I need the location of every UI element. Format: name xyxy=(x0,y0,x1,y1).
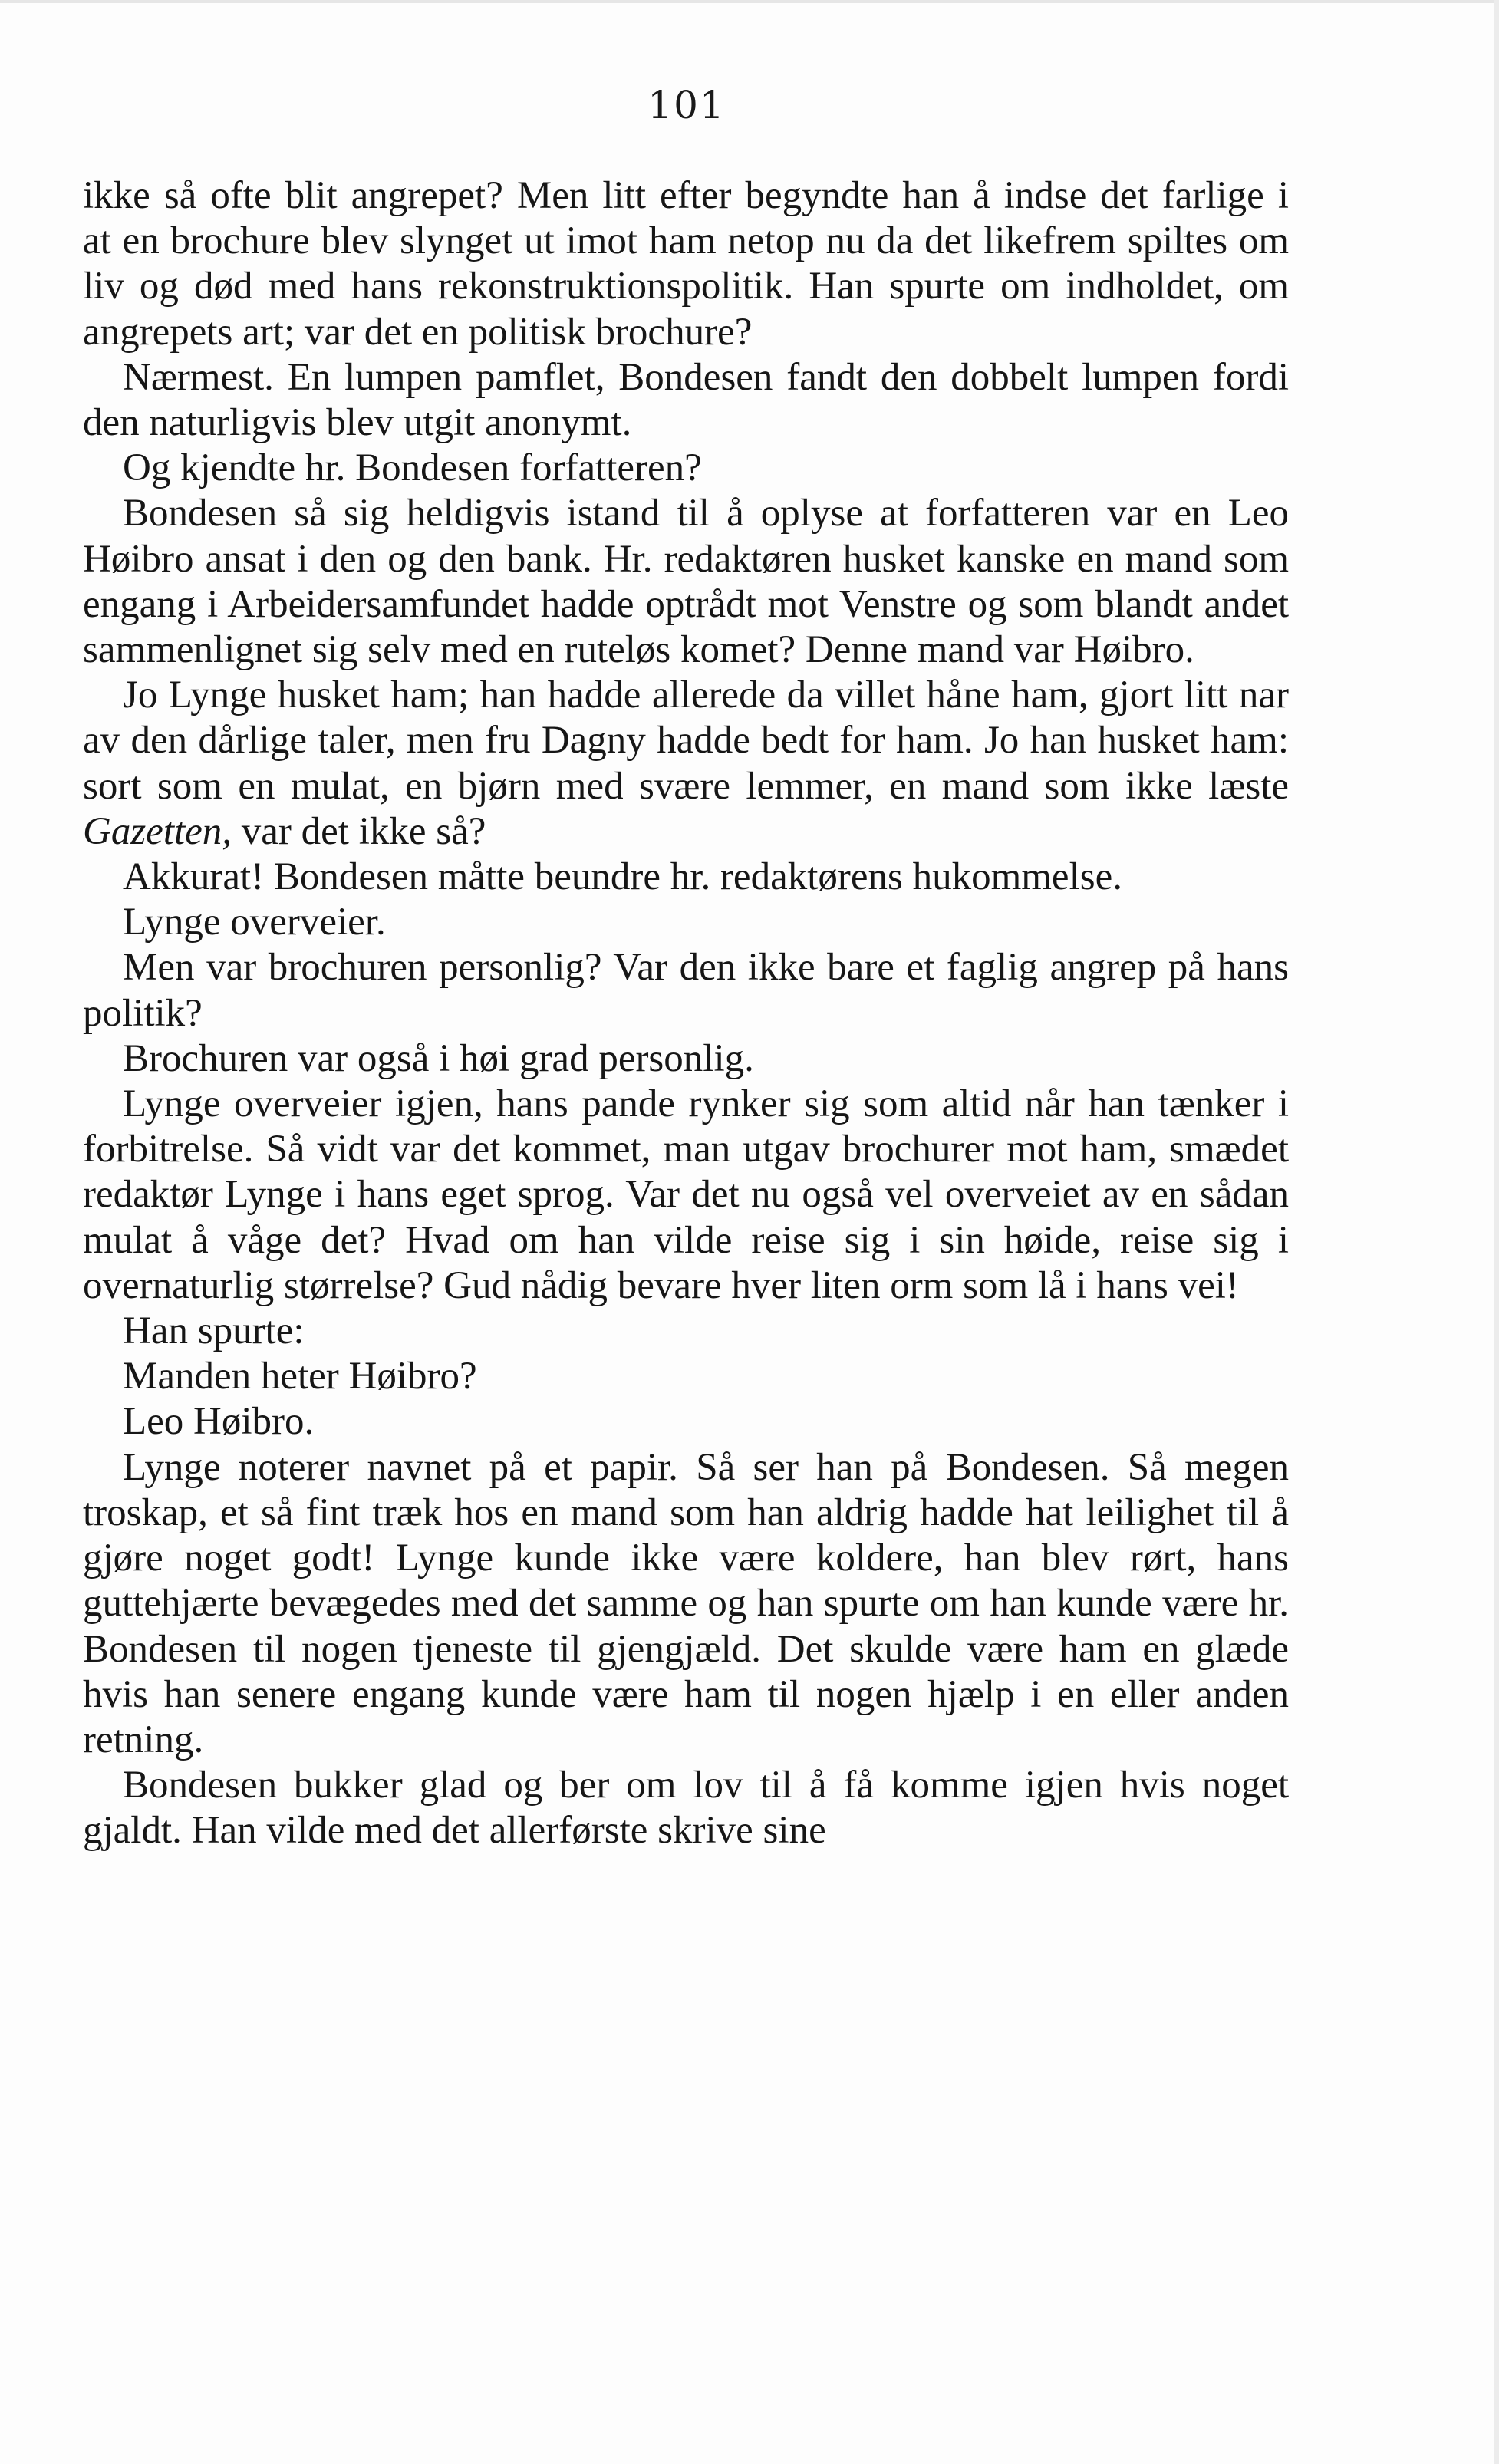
paragraph-11: Han spurte: xyxy=(123,1309,305,1353)
page-top-edge xyxy=(0,0,1499,3)
paragraph-10: Lynge overveier igjen, hans pande rynker sig som altid når han tænker i forbitrelse. Så vidt var det kommet, man utgav brochurer mot ham, smædet redaktør Lynge i hans eget sprog. Var det nu også vel overveiet av en sådan mulat å våge det? Hvad om han vilde reise sig i sin høide, reise sig i overnaturlig størrelse? Gud nådig bevare hver liten orm som lå i hans vei! xyxy=(83,1082,1289,1307)
paragraph-2: Nærmest. En lumpen pamflet, Bondesen fandt den dobbelt lumpen fordi den naturligvis blev utgit anonymt. xyxy=(83,355,1289,445)
paragraph-5-text-after: var det ikke så? xyxy=(232,809,486,853)
paragraph-14: Lynge noterer navnet på et papir. Så ser han på Bondesen. Så megen troskap, et så fint træk hos en mand som han aldrig hadde hat leilighet til å gjøre noget godt! Lynge kunde ikke være koldere, han blev rørt, hans guttehjærte bevægedes med det samme og han spurte om han kunde være hr. Bondesen til nogen tjeneste til gjengjæld. Det skulde være ham en glæde hvis han senere engang kunde være ham til nogen hjælp i en eller anden retning. xyxy=(83,1445,1289,1761)
paragraph-1: ikke så ofte blit angrepet? Men litt efter begyndte han å indse det farlige i at en brochure blev slynget ut imot ham netop nu da det likefrem spiltes om liv og død med hans rekonstruktionspolitik. Han spurte om indholdet, om angrepets art; var det en politisk brochure? xyxy=(83,174,1289,354)
paragraph-8: Men var brochuren personlig? Var den ikke bare et faglig angrep på hans politik? xyxy=(83,946,1289,1035)
paragraph-3: Og kjendte hr. Bondesen forfatteren? xyxy=(123,446,702,490)
paragraph-9: Brochuren var også i høi grad personlig. xyxy=(123,1036,754,1080)
paragraph-15: Bondesen bukker glad og ber om lov til å få komme igjen hvis noget gjaldt. Han vilde med det allerførste skrive sine xyxy=(83,1764,1289,1853)
body-text xyxy=(83,173,1289,1854)
paragraph-7: Lynge overveier. xyxy=(123,901,386,944)
paragraph-5-text-before: Jo Lynge husket ham; han hadde allerede da villet håne ham, gjort litt nar av den dårlige taler, men fru Dagny hadde bedt for ham. Jo han husket ham: sort som en mulat, en bjørn med svære lemmer, en mand som ikke læste xyxy=(83,674,1289,808)
page-right-edge xyxy=(1494,0,1499,2464)
paragraph-6: Akkurat! Bondesen måtte beundre hr. redaktørens hukommelse. xyxy=(123,855,1122,899)
page-number: 101 xyxy=(647,83,726,127)
gazetten-title: Gazetten, xyxy=(83,809,232,853)
paragraph-12: Manden heter Høibro? xyxy=(123,1355,477,1398)
paragraph-5 xyxy=(83,673,1289,855)
paragraph-13: Leo Høibro. xyxy=(123,1400,315,1444)
paragraph-4: Bondesen så sig heldigvis istand til å oplyse at forfatteren var en Leo Høibro ansat i den og den bank. Hr. redaktøren husket kanske en mand som engang i Arbeidersamfundet hadde optrådt mot Venstre og som blandt andet sammenlignet sig selv med en ruteløs komet? Denne mand var Høibro. xyxy=(83,492,1289,672)
